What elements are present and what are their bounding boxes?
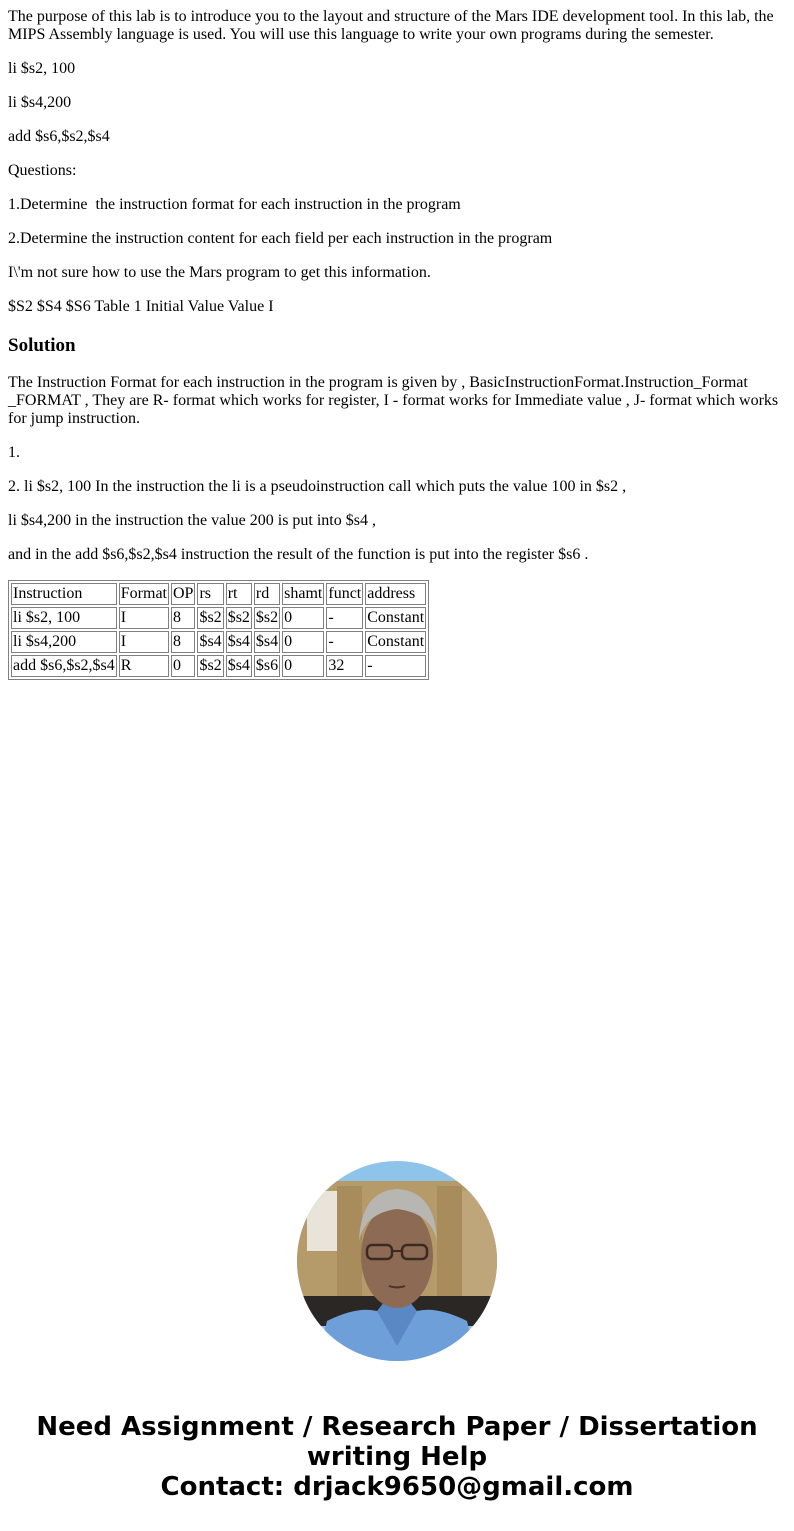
contact-banner [0,1412,794,1502]
code-line: add $s6,$s2,$s4 [8,128,110,145]
table-cell: I [119,631,169,653]
header-cell: rt [226,583,252,605]
table-cell: Constant [365,607,426,629]
table-row [11,631,426,653]
table-cell: I [119,607,169,629]
table-cell: Constant [365,631,426,653]
table-cell: $s2 [197,607,223,629]
solution-item-4: and in the add $s6,$s2,$s4 instruction the result of the function is put into the register $s6 . [8,546,589,563]
banner-line-1: Need Assignment / Research Paper / Dissertation [36,1412,758,1442]
table-cell: add $s6,$s2,$s4 [11,655,117,677]
table-cell: 32 [326,655,363,677]
question-2: 2.Determine the instruction content for each field per each instruction in the program [8,230,553,247]
table-cell: 0 [282,607,324,629]
document-body [0,8,794,680]
code-line: li $s2, 100 [8,60,76,77]
questions-label: Questions: [8,162,77,179]
header-cell: Instruction [11,583,117,605]
table-cell: - [365,655,426,677]
header-cell: OP [171,583,195,605]
table-cell: 0 [282,631,324,653]
intro-paragraph: The purpose of this lab is to introduce you to the layout and structure of the Mars IDE development tool. In this lab, the MIPS Assembly language is used. You will use this language to write your own programs during the semester. [8,8,774,43]
solution-item-3: li $s4,200 in the instruction the value 200 is put into $s4 , [8,512,376,529]
table-cell: - [326,607,363,629]
table-cell: li $s4,200 [11,631,117,653]
header-cell: rs [197,583,223,605]
table-cell: $s2 [254,607,280,629]
table-cell: $s2 [197,655,223,677]
table-caption-text: $S2 $S4 $S6 Table 1 Initial Value Value I [8,298,274,315]
header-cell: funct [326,583,363,605]
header-cell: shamt [282,583,324,605]
instruction-format-table [8,580,429,680]
code-line: li $s4,200 [8,94,72,111]
avatar [297,1161,497,1361]
table-cell: $s4 [254,631,280,653]
question-note: I\'m not sure how to use the Mars program to get this information. [8,264,431,281]
header-cell: Format [119,583,169,605]
table-cell: - [326,631,363,653]
solution-item-2: 2. li $s2, 100 In the instruction the li is a pseudoinstruction call which puts the value 100 in $s2 , [8,478,627,495]
table-header-row [11,583,426,605]
table-cell: 8 [171,607,195,629]
table-cell: $s2 [226,607,252,629]
solution-paragraph: The Instruction Format for each instruction in the program is given by , BasicInstructionFormat.Instruction_Format _FORMAT , They are R- format which works for register, I - format works for Immediate value , J- format which works for jump instruction. [8,374,779,427]
table-cell: 0 [282,655,324,677]
table-cell: $s4 [226,655,252,677]
table-row [11,655,426,677]
solution-heading: Solution [8,335,76,356]
person-photo-icon [297,1161,497,1361]
table-cell: $s4 [226,631,252,653]
table-cell: 0 [171,655,195,677]
table-cell: $s6 [254,655,280,677]
banner-line-2: writing Help [306,1442,488,1472]
question-1: 1.Determine the instruction format for each instruction in the program [8,196,461,213]
table-cell: li $s2, 100 [11,607,117,629]
header-cell: rd [254,583,280,605]
contact-email: Contact: drjack9650@gmail.com [160,1472,634,1502]
table-row [11,607,426,629]
table-cell: R [119,655,169,677]
solution-item-1: 1. [8,444,20,461]
header-cell: address [365,583,426,605]
table-cell: 8 [171,631,195,653]
table-cell: $s4 [197,631,223,653]
